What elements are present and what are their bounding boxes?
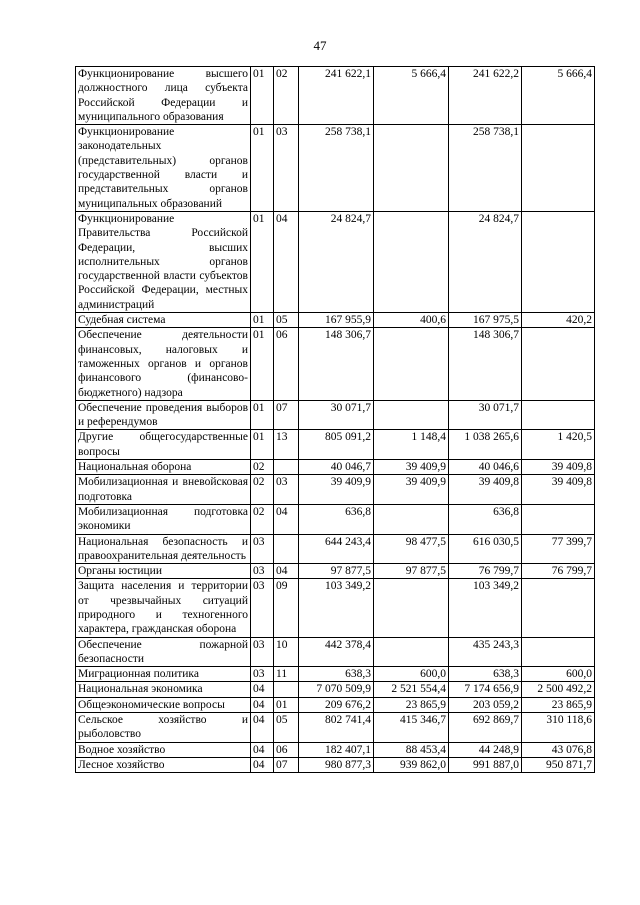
section-code-cell: 01 (251, 211, 274, 312)
amount-cell: 1 038 265,6 (449, 430, 522, 460)
amount-cell: 40 046,6 (449, 460, 522, 475)
row-name-cell: Обеспечение проведения выборов и референдумов (76, 400, 251, 430)
row-name-cell: Другие общегосударственные вопросы (76, 430, 251, 460)
amount-federal-cell: 88 453,4 (374, 742, 449, 757)
amount-cell: 805 091,2 (299, 430, 374, 460)
subsection-code-cell: 09 (274, 579, 299, 637)
subsection-code-cell (274, 534, 299, 564)
table-row (76, 313, 595, 328)
amount-cell: 258 738,1 (299, 125, 374, 212)
amount-cell: 76 799,7 (449, 564, 522, 579)
section-code-cell: 04 (251, 757, 274, 772)
table-row (76, 682, 595, 697)
amount-cell: 97 877,5 (299, 564, 374, 579)
row-name-cell: Судебная система (76, 313, 251, 328)
table-row (76, 400, 595, 430)
table-body (76, 67, 595, 773)
subsection-code-cell: 04 (274, 211, 299, 312)
table-row (76, 67, 595, 125)
amount-cell: 435 243,3 (449, 637, 522, 667)
row-name-cell: Функционирование Правительства Российской Федерации, высших исполнительных органов государственной власти субъектов Российской Федерации, местных администраций (76, 211, 251, 312)
row-name-cell: Обеспечение пожарной безопасности (76, 637, 251, 667)
amount-cell: 980 877,3 (299, 757, 374, 772)
amount-federal-cell: 23 865,9 (522, 697, 595, 712)
section-code-cell: 03 (251, 637, 274, 667)
row-name-cell: Национальная оборона (76, 460, 251, 475)
amount-federal-cell (374, 504, 449, 534)
table-row (76, 460, 595, 475)
subsection-code-cell: 05 (274, 313, 299, 328)
amount-cell: 241 622,1 (299, 67, 374, 125)
table-row (76, 564, 595, 579)
section-code-cell: 02 (251, 475, 274, 505)
amount-federal-cell: 39 409,9 (374, 475, 449, 505)
subsection-code-cell: 05 (274, 713, 299, 743)
section-code-cell: 03 (251, 564, 274, 579)
amount-cell: 638,3 (449, 667, 522, 682)
section-code-cell: 03 (251, 579, 274, 637)
amount-federal-cell: 950 871,7 (522, 757, 595, 772)
row-name-cell: Национальная экономика (76, 682, 251, 697)
table-row (76, 713, 595, 743)
row-name-cell: Сельское хозяйство и рыболовство (76, 713, 251, 743)
amount-federal-cell: 98 477,5 (374, 534, 449, 564)
amount-cell: 103 349,2 (449, 579, 522, 637)
table-row (76, 579, 595, 637)
amount-federal-cell: 97 877,5 (374, 564, 449, 579)
subsection-code-cell: 06 (274, 328, 299, 400)
amount-federal-cell (374, 211, 449, 312)
row-name-cell: Функционирование высшего должностного лица субъекта Российской Федерации и муниципального образования (76, 67, 251, 125)
row-name-cell: Органы юстиции (76, 564, 251, 579)
row-name-cell: Водное хозяйство (76, 742, 251, 757)
amount-cell: 167 975,5 (449, 313, 522, 328)
row-name-cell: Обеспечение деятельности финансовых, налоговых и таможенных органов и органов финансового (финансово-бюджетного) надзора (76, 328, 251, 400)
section-code-cell: 01 (251, 67, 274, 125)
amount-federal-cell (522, 211, 595, 312)
amount-federal-cell: 600,0 (522, 667, 595, 682)
amount-federal-cell (522, 125, 595, 212)
amount-federal-cell (522, 400, 595, 430)
amount-federal-cell: 1 420,5 (522, 430, 595, 460)
amount-cell: 644 243,4 (299, 534, 374, 564)
amount-federal-cell (522, 579, 595, 637)
amount-cell: 7 070 509,9 (299, 682, 374, 697)
amount-cell: 44 248,9 (449, 742, 522, 757)
section-code-cell: 04 (251, 697, 274, 712)
table-row (76, 328, 595, 400)
section-code-cell: 01 (251, 400, 274, 430)
amount-federal-cell: 1 148,4 (374, 430, 449, 460)
amount-cell: 167 955,9 (299, 313, 374, 328)
section-code-cell: 02 (251, 460, 274, 475)
amount-cell: 203 059,2 (449, 697, 522, 712)
subsection-code-cell: 01 (274, 697, 299, 712)
section-code-cell: 04 (251, 682, 274, 697)
amount-federal-cell: 23 865,9 (374, 697, 449, 712)
subsection-code-cell: 11 (274, 667, 299, 682)
amount-cell: 241 622,2 (449, 67, 522, 125)
amount-federal-cell: 76 799,7 (522, 564, 595, 579)
amount-cell: 692 869,7 (449, 713, 522, 743)
amount-cell: 258 738,1 (449, 125, 522, 212)
table-row (76, 125, 595, 212)
row-name-cell: Лесное хозяйство (76, 757, 251, 772)
amount-cell: 636,8 (299, 504, 374, 534)
table-row (76, 637, 595, 667)
page-number: 47 (313, 38, 327, 53)
section-code-cell: 04 (251, 742, 274, 757)
subsection-code-cell: 04 (274, 564, 299, 579)
budget-table (75, 66, 595, 773)
amount-cell: 991 887,0 (449, 757, 522, 772)
row-name-cell: Защита населения и территории от чрезвычайных ситуаций природного и техногенного характера, гражданская оборона (76, 579, 251, 637)
row-name-cell: Общеэкономические вопросы (76, 697, 251, 712)
amount-cell: 30 071,7 (449, 400, 522, 430)
amount-federal-cell: 39 409,8 (522, 460, 595, 475)
row-name-cell: Мобилизационная подготовка экономики (76, 504, 251, 534)
amount-federal-cell: 939 862,0 (374, 757, 449, 772)
amount-federal-cell: 5 666,4 (374, 67, 449, 125)
amount-cell: 30 071,7 (299, 400, 374, 430)
amount-federal-cell (522, 328, 595, 400)
amount-federal-cell (374, 400, 449, 430)
section-code-cell: 01 (251, 430, 274, 460)
section-code-cell: 01 (251, 125, 274, 212)
amount-federal-cell: 2 500 492,2 (522, 682, 595, 697)
subsection-code-cell (274, 460, 299, 475)
amount-federal-cell (374, 328, 449, 400)
subsection-code-cell: 02 (274, 67, 299, 125)
amount-federal-cell: 2 521 554,4 (374, 682, 449, 697)
table-row (76, 667, 595, 682)
amount-cell: 182 407,1 (299, 742, 374, 757)
section-code-cell: 03 (251, 667, 274, 682)
amount-cell: 616 030,5 (449, 534, 522, 564)
amount-federal-cell: 39 409,9 (374, 460, 449, 475)
amount-federal-cell (374, 637, 449, 667)
amount-federal-cell: 420,2 (522, 313, 595, 328)
amount-cell: 39 409,9 (299, 475, 374, 505)
subsection-code-cell: 04 (274, 504, 299, 534)
amount-federal-cell (374, 125, 449, 212)
subsection-code-cell: 13 (274, 430, 299, 460)
table-row (76, 697, 595, 712)
amount-federal-cell: 43 076,8 (522, 742, 595, 757)
section-code-cell: 02 (251, 504, 274, 534)
subsection-code-cell (274, 682, 299, 697)
table-row (76, 430, 595, 460)
amount-cell: 148 306,7 (449, 328, 522, 400)
subsection-code-cell: 10 (274, 637, 299, 667)
row-name-cell: Мобилизационная и вневойсковая подготовка (76, 475, 251, 505)
table-row (76, 534, 595, 564)
table-row (76, 742, 595, 757)
amount-federal-cell: 77 399,7 (522, 534, 595, 564)
subsection-code-cell: 06 (274, 742, 299, 757)
amount-federal-cell: 39 409,8 (522, 475, 595, 505)
amount-federal-cell (374, 579, 449, 637)
amount-cell: 40 046,7 (299, 460, 374, 475)
amount-cell: 103 349,2 (299, 579, 374, 637)
table-row (76, 757, 595, 772)
amount-cell: 7 174 656,9 (449, 682, 522, 697)
row-name-cell: Национальная безопасность и правоохранительная деятельность (76, 534, 251, 564)
section-code-cell: 03 (251, 534, 274, 564)
amount-cell: 636,8 (449, 504, 522, 534)
amount-cell: 39 409,8 (449, 475, 522, 505)
amount-federal-cell (522, 637, 595, 667)
table-row (76, 475, 595, 505)
subsection-code-cell: 07 (274, 757, 299, 772)
amount-federal-cell: 400,6 (374, 313, 449, 328)
row-name-cell: Функционирование законодательных (представительных) органов государственной власти и представительных органов муниципальных образований (76, 125, 251, 212)
amount-federal-cell (522, 504, 595, 534)
amount-federal-cell: 600,0 (374, 667, 449, 682)
table-row (76, 504, 595, 534)
table-row (76, 211, 595, 312)
amount-cell: 638,3 (299, 667, 374, 682)
subsection-code-cell: 03 (274, 125, 299, 212)
amount-cell: 209 676,2 (299, 697, 374, 712)
amount-cell: 442 378,4 (299, 637, 374, 667)
amount-cell: 148 306,7 (299, 328, 374, 400)
amount-cell: 802 741,4 (299, 713, 374, 743)
amount-federal-cell: 310 118,6 (522, 713, 595, 743)
section-code-cell: 01 (251, 313, 274, 328)
amount-federal-cell: 5 666,4 (522, 67, 595, 125)
section-code-cell: 04 (251, 713, 274, 743)
section-code-cell: 01 (251, 328, 274, 400)
amount-cell: 24 824,7 (299, 211, 374, 312)
amount-cell: 24 824,7 (449, 211, 522, 312)
amount-federal-cell: 415 346,7 (374, 713, 449, 743)
subsection-code-cell: 03 (274, 475, 299, 505)
row-name-cell: Миграционная политика (76, 667, 251, 682)
subsection-code-cell: 07 (274, 400, 299, 430)
